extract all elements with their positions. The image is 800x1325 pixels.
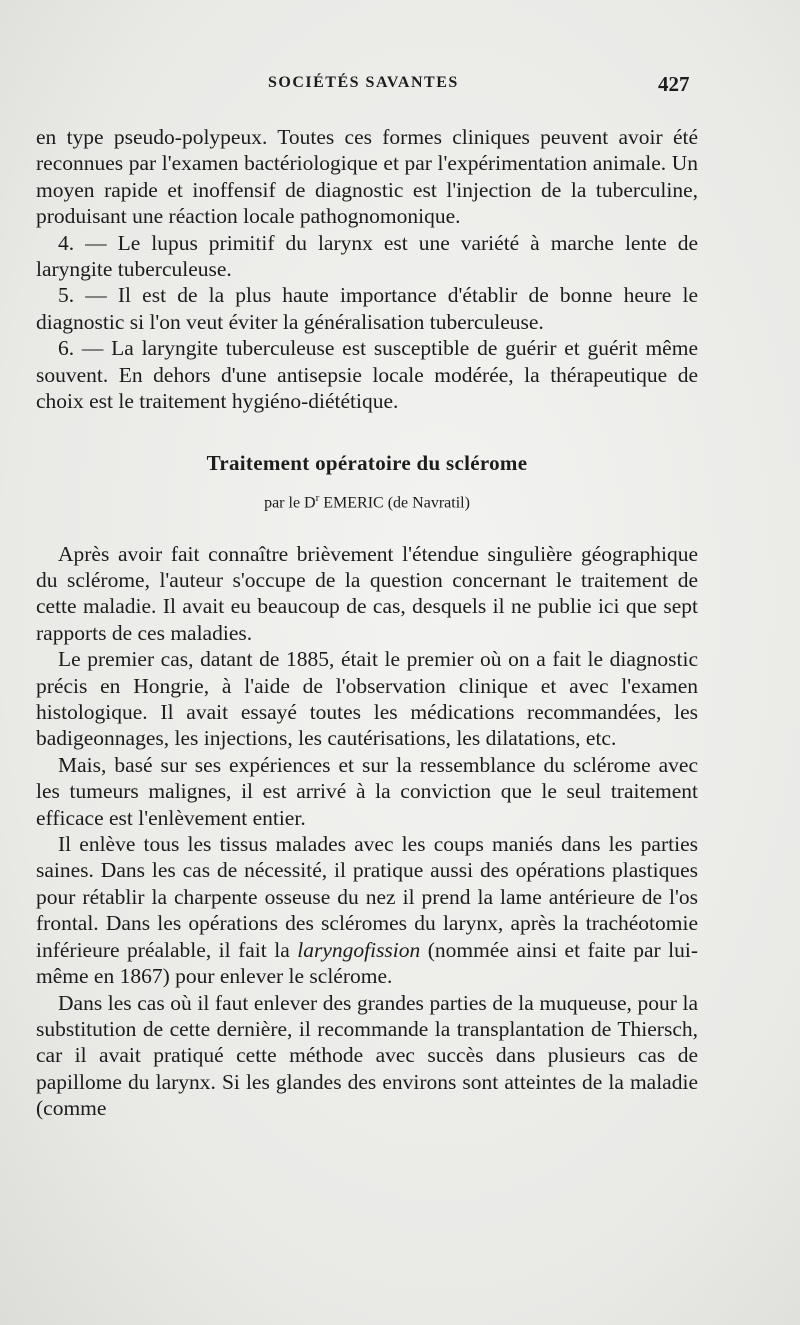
operations-text-2: (nommée ainsi et faite par lui-même en 1867) pour enlever le sclérome. (36, 937, 698, 989)
paragraph-item-6: 6. — La laryngite tuberculeuse est susceptible de guérir et guérit même souvent. En dehors d'une antisepsie locale modérée, la thérapeutique de choix est le traitement hygiéno-diététique. (36, 336, 698, 414)
page-body (36, 124, 698, 1122)
paragraph-transplantation: Dans les cas où il faut enlever des grandes parties de la muqueuse, pour la substitution de cette dernière, il recommande la transplantation de Thiersch, car il avait pratiqué cette méthode avec succès dans plusieurs cas de papillome du larynx. Si les glandes des environs sont atteintes de la maladie (comme (36, 990, 698, 1121)
running-head: SOCIÉTÉS SAVANTES (268, 74, 459, 91)
paragraph-item-4: 4. — Le lupus primitif du larynx est une variété à marche lente de laryngite tuberculeuse. (36, 230, 698, 282)
operations-text-1: Il enlève tous les tissus malades avec les coups maniés dans les parties saines. Dans les cas de nécessité, il pratique aussi des opérations plastiques pour rétablir la charpente osseuse du nez il prend la lame antérieure de l'os frontal. Dans les opérations des scléromes du larynx, après la trachéotomie inférieure préalable, il fait la (36, 832, 698, 962)
paragraph-conviction: Mais, basé sur ses expériences et sur la ressemblance du sclérome avec les tumeurs malignes, il est arrivé à la conviction que le seul traitement efficace est l'enlèvement entier. (36, 752, 698, 830)
paragraph-continued: en type pseudo-polypeux. Toutes ces formes cliniques peuvent avoir été reconnues par l'examen bactériologique et par l'expérimentation animale. Un moyen rapide et inoffensif de diagnostic est l'injection de la tuberculine, produisant une réaction locale pathognomonique. (36, 125, 698, 229)
byline-sup: r (315, 491, 320, 504)
paragraph-operations (36, 831, 698, 989)
paragraph-item-5: 5. — Il est de la plus haute importance d'établir de bonne heure le diagnostic si l'on veut éviter la généralisation tuberculeuse. (36, 283, 698, 334)
laryngofission-term: laryngofission (297, 937, 421, 962)
page-number: 427 (658, 72, 690, 96)
paragraph-geography: Après avoir fait connaître brièvement l'étendue singulière géographique du sclérome, l'auteur s'occupe de la question concernant le traitement de cette maladie. Il avait eu beaucoup de cas, desquels il ne publie ici que sept rapports de ces maladies. (36, 541, 698, 645)
section-title: Traitement opératoire du sclérome (206, 451, 528, 476)
page-header (0, 68, 800, 98)
byline-prefix: par le D (264, 494, 316, 512)
byline-author: EMERIC (de Navratil) (323, 494, 470, 512)
paragraph-first-case: Le premier cas, datant de 1885, était le premier où on a fait le diagnostic précis en Hongrie, à l'aide de l'observation clinique et avec l'examen histologique. Il avait essayé toutes les médications recommandées, les badigeonnages, les injections, les cautérisations, les dilatations, etc. (36, 647, 698, 751)
section-byline (36, 485, 698, 517)
